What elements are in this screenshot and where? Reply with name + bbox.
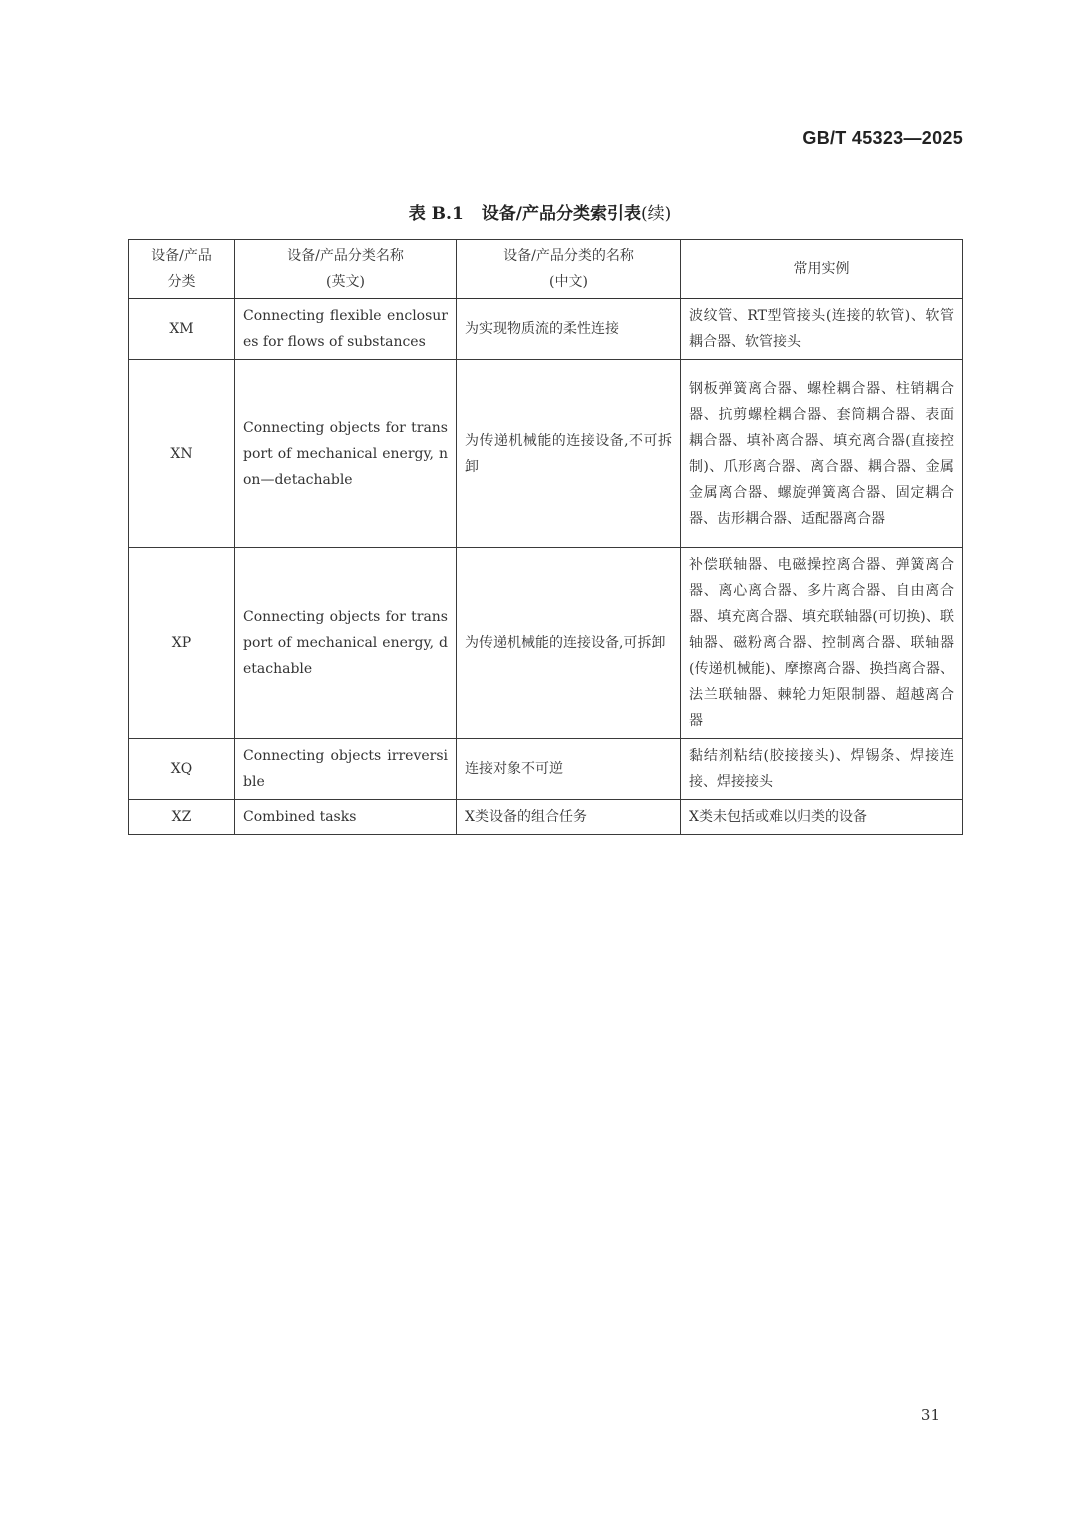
table-row-xn [129, 360, 963, 548]
cell-code: XQ [129, 739, 235, 800]
table-row-xz [129, 800, 963, 835]
cell-examples: 补偿联轴器、电磁操控离合器、弹簧离合器、离心离合器、多片离合器、自由离合器、填充离合器、填充联轴器(可切换)、联轴器、磁粉离合器、控制离合器、联轴器(传递机械能)、摩擦离合器、换挡离合器、法兰联轴器、棘轮力矩限制器、超越离合器 [681, 548, 963, 739]
page-number: 31 [920, 1406, 940, 1424]
cell-code: XM [129, 299, 235, 360]
table-title-number: 表 B.1 [408, 204, 464, 224]
cell-name-zh: 连接对象不可逆 [457, 739, 681, 800]
table-title [0, 199, 1080, 224]
column-header-name-zh-line1: 设备/产品分类的名称 [503, 248, 634, 264]
cell-code: XN [129, 360, 235, 548]
cell-name-en: Connecting objects for transport of mechanical energy, non—detachable [235, 360, 457, 548]
cell-name-en: Connecting flexible enclosures for flows of substances [235, 299, 457, 360]
cell-name-zh: 为传递机械能的连接设备,可拆卸 [457, 548, 681, 739]
column-header-name-en-line1: 设备/产品分类名称 [287, 248, 404, 264]
classification-index-table [128, 239, 963, 835]
cell-name-zh: 为实现物质流的柔性连接 [457, 299, 681, 360]
cell-examples: 波纹管、RT型管接头(连接的软管)、软管耦合器、软管接头 [681, 299, 963, 360]
table-title-text: 设备/产品分类索引表 [481, 204, 641, 224]
column-header-name-en [235, 240, 457, 299]
cell-name-en: Connecting objects for transport of mechanical energy, detachable [235, 548, 457, 739]
cell-code: XP [129, 548, 235, 739]
column-header-examples-line1: 常用实例 [793, 261, 850, 277]
table-title-suffix: (续) [641, 204, 672, 224]
cell-name-en: Combined tasks [235, 800, 457, 835]
cell-examples: 钢板弹簧离合器、螺栓耦合器、柱销耦合器、抗剪螺栓耦合器、套筒耦合器、表面耦合器、填补离合器、填充离合器(直接控制)、爪形离合器、离合器、耦合器、金属 金属离合器、螺旋弹簧离合器、固定耦合器、齿形耦合器、适配器离合器 [681, 360, 963, 548]
column-header-name-en-line2: (英文) [326, 274, 365, 290]
column-header-code-line2: 分类 [167, 274, 196, 290]
cell-examples: 黏结剂粘结(胶接接头)、焊锡条、焊接连接、焊接接头 [681, 739, 963, 800]
table-row-xp [129, 548, 963, 739]
cell-name-zh: 为传递机械能的连接设备,不可拆卸 [457, 360, 681, 548]
cell-code: XZ [129, 800, 235, 835]
table-row-xm [129, 299, 963, 360]
cell-examples: X类未包括或难以归类的设备 [681, 800, 963, 835]
cell-name-zh: X类设备的组合任务 [457, 800, 681, 835]
table-header-row [129, 240, 963, 299]
column-header-name-zh [457, 240, 681, 299]
cell-name-en: Connecting objects irreversible [235, 739, 457, 800]
column-header-examples [681, 240, 963, 299]
table-row-xq [129, 739, 963, 800]
standard-code: GB/T 45323—2025 [802, 128, 963, 148]
column-header-name-zh-line2: (中文) [549, 274, 588, 290]
column-header-code-line1: 设备/产品 [151, 248, 212, 264]
column-header-code [129, 240, 235, 299]
